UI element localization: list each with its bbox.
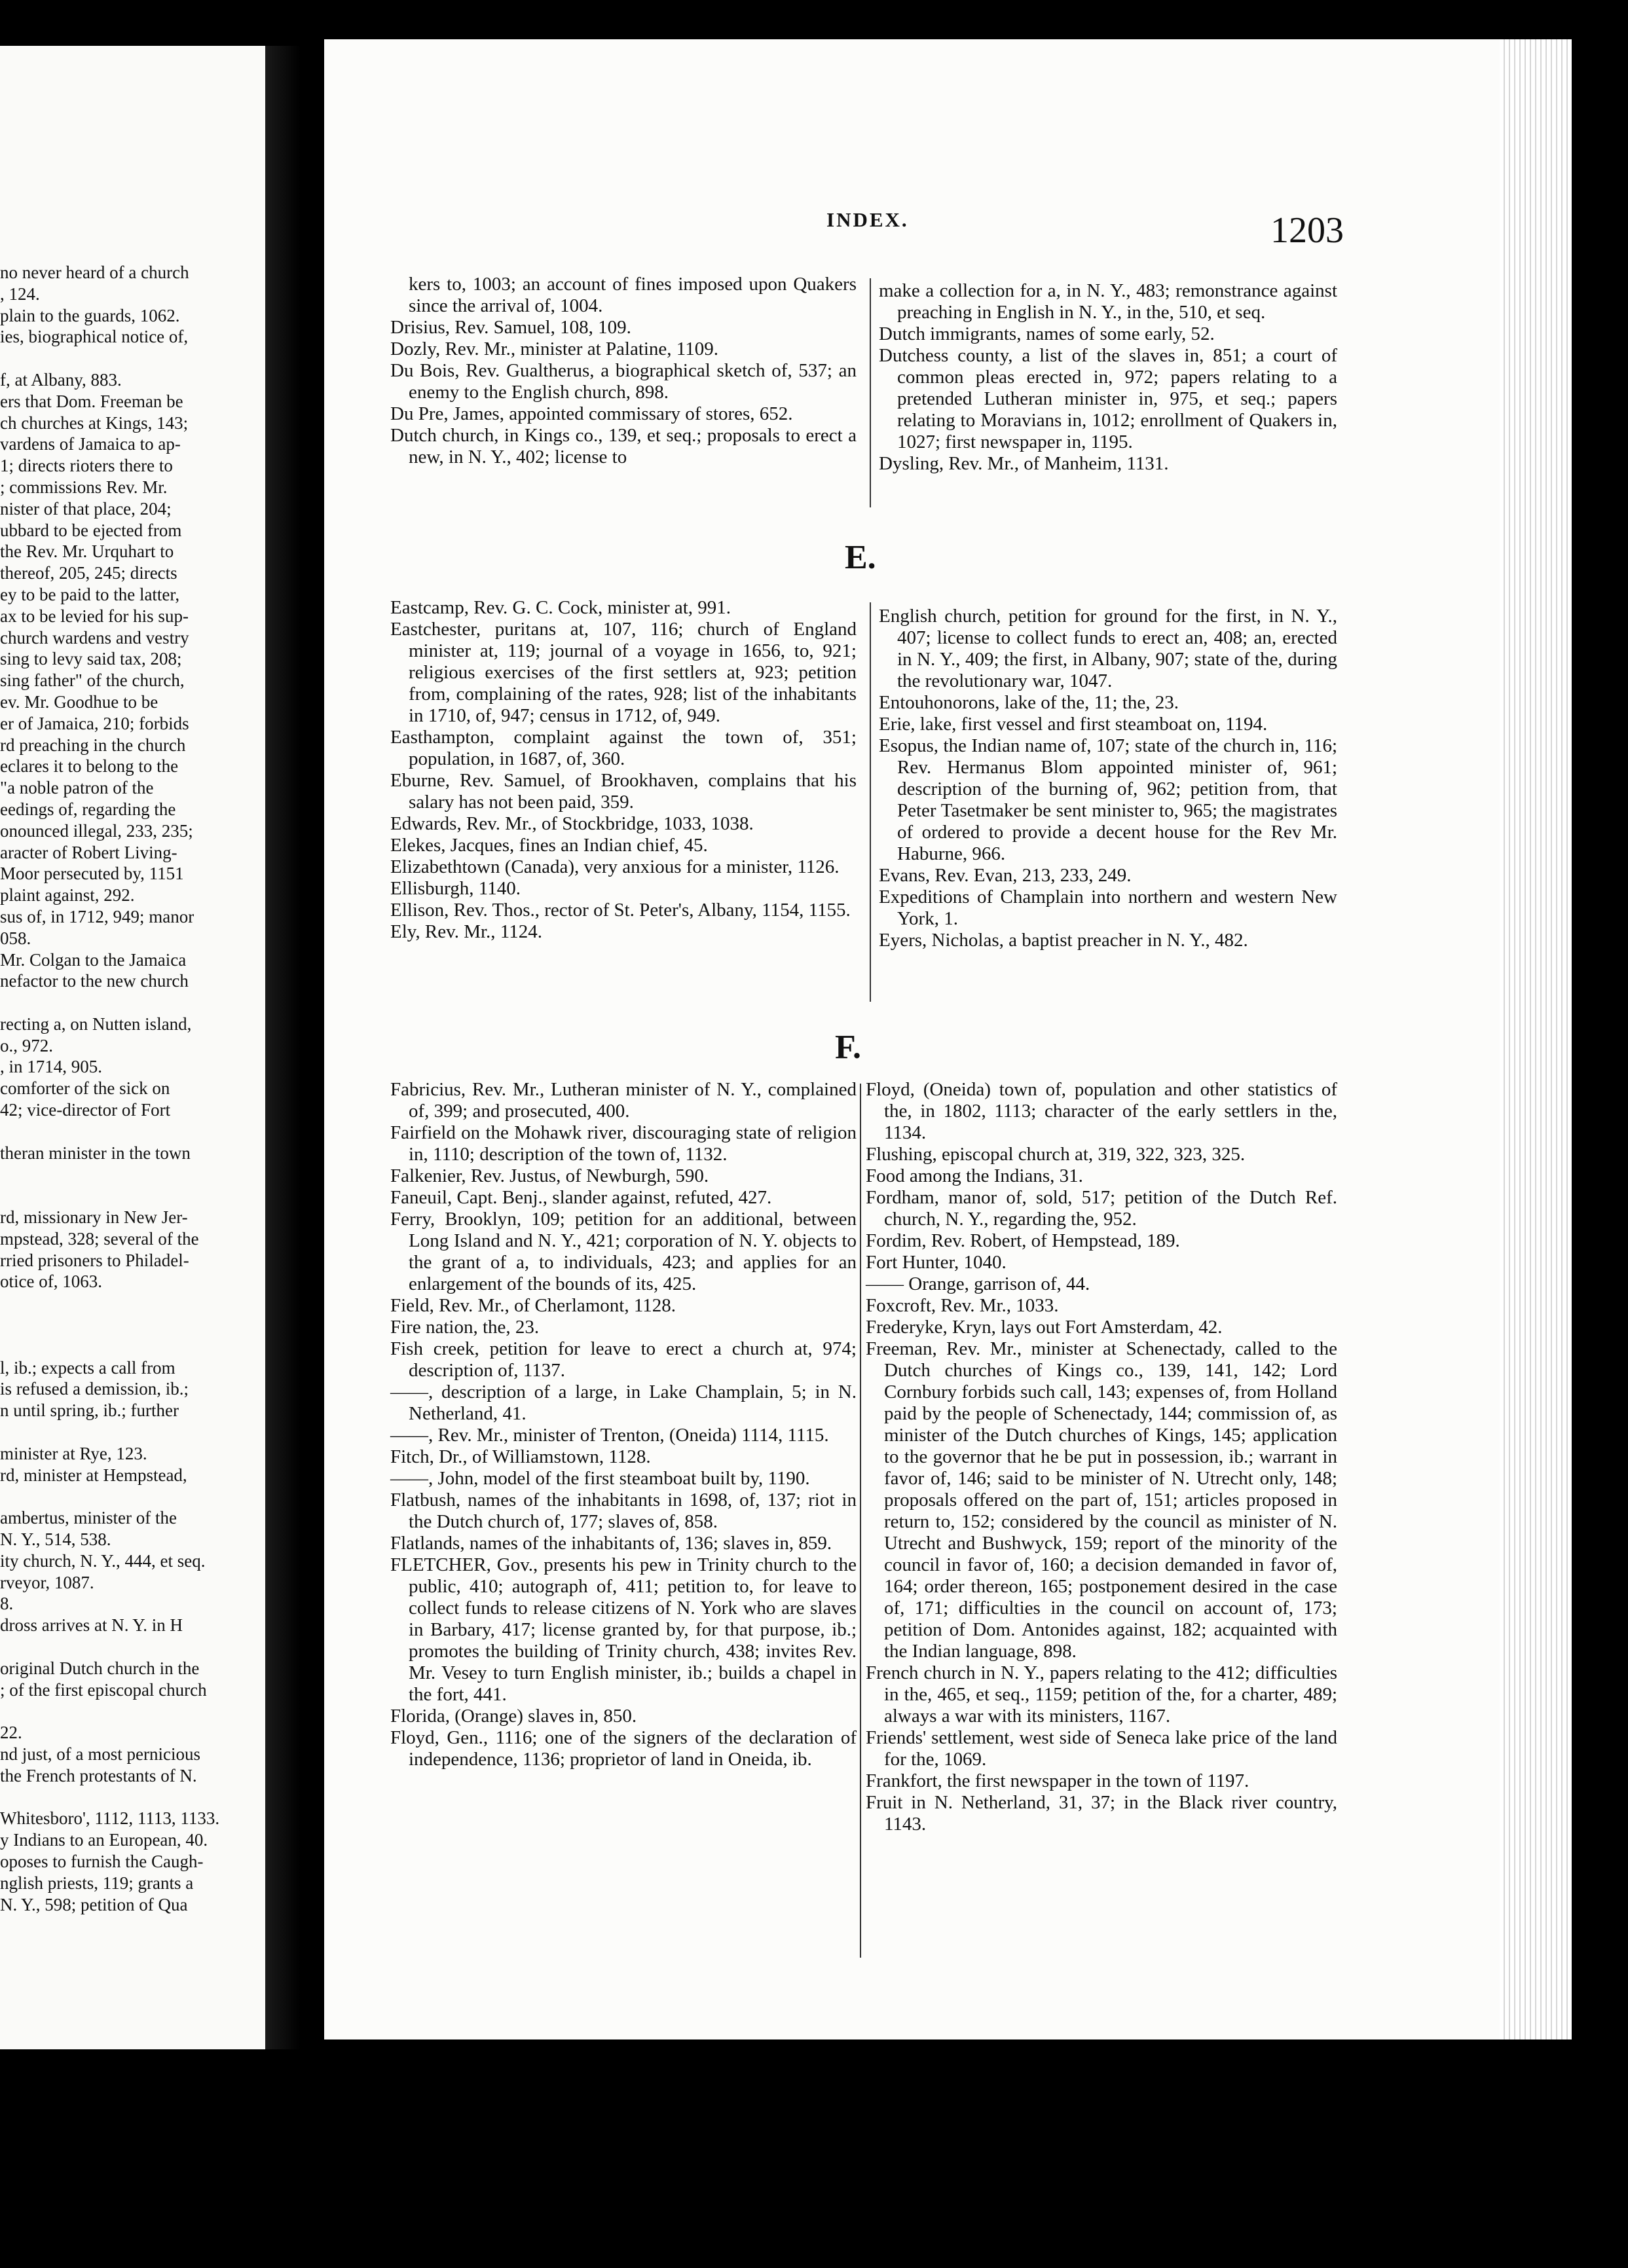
left-page-line: f, at Albany, 883. xyxy=(0,369,122,390)
index-entry: Ely, Rev. Mr., 1124. xyxy=(390,921,542,942)
index-entry: Frederyke, Kryn, lays out Fort Amsterdam, 42. xyxy=(866,1317,1223,1338)
left-page-line xyxy=(0,1486,265,1507)
index-entry: Fairfield on the Mohawk river, discouraging state of religion in, 1110; description of the town of, 1132. xyxy=(390,1122,857,1165)
left-page-line xyxy=(0,1421,265,1443)
index-entry: Evans, Rev. Evan, 213, 233, 249. xyxy=(879,865,1132,886)
index-entry: Dutch immigrants, names of some early, 52. xyxy=(879,323,1215,344)
index-entry: Edwards, Rev. Mr., of Stockbridge, 1033, 1038. xyxy=(390,813,754,834)
index-entry: Flatbush, names of the inhabitants in 1698, of, 137; riot in the Dutch church of, 177; slaves of, 858. xyxy=(390,1490,857,1532)
left-page-line: 42; vice-director of Fort xyxy=(0,1100,171,1120)
left-page-line: nefactor to the new church xyxy=(0,971,189,991)
index-entry: Ferry, Brooklyn, 109; petition for an additional, between Long Island and N. Y., 421; corporation of N. Y. objects to the grant of a, to individuals, 423; and applies for an enlargement of the bounds of its, 425. xyxy=(390,1209,857,1294)
index-entry: Ellison, Rev. Thos., rector of St. Peter's, Albany, 1154, 1155. xyxy=(390,900,851,921)
left-page-line: dross arrives at N. Y. in H xyxy=(0,1615,183,1636)
index-entry: Fire nation, the, 23. xyxy=(390,1317,540,1338)
page-header-title: INDEX. xyxy=(826,208,909,231)
index-entry: Floyd, Gen., 1116; one of the signers of the declaration of independence, 1136; proprietor of land in Oneida, ib. xyxy=(390,1727,857,1770)
left-page-line: thereof, 205, 245; directs xyxy=(0,563,177,583)
page-edges xyxy=(1500,39,1572,2039)
index-entry: Freeman, Rev. Mr., minister at Schenectady, called to the Dutch churches of Kings co., 139, 141, 142; Lord Cornbury forbids such call, 143; expenses of, from Holland paid by the people of Schenectady, 144; commission of, as minister of the Dutch churches of Kings, 145; application to the governor that he be put in possession, ib.; warrant in favor of, 146; said to be minister of N. Utrecht only, 148; proposals offered on the part of, 151; articles proposed in return to, 152; considered by the council as minister of N. Utrecht and Bushwyck, 159; report of the minority of the council in favor of, 160; a decision demanded in favor of, 164; order thereon, 165; postponement desired in the case of, 171; difficulties in the council on account of, 173; petition of Dom. Antonides against, 182; acquainted with the Indian language, 898. xyxy=(866,1338,1337,1662)
index-entry: Esopus, the Indian name of, 107; state of the church in, 116; Rev. Hermanus Blom appointed minister of, 961; description of the burning of, 962; petition from, that Peter Tasetmaker be sent minister to, 965; the magistrates of ordered to provide a decent house for the Rev Mr. Haburne, 966. xyxy=(879,735,1337,864)
left-page-line: ev. Mr. Goodhue to be xyxy=(0,691,158,712)
left-page-line: aracter of Robert Living- xyxy=(0,842,177,862)
left-page-line: original Dutch church in the xyxy=(0,1658,200,1678)
left-page-line: the French protestants of N. xyxy=(0,1765,197,1785)
index-entry: Fordham, manor of, sold, 517; petition of the Dutch Ref. church, N. Y., regarding the, 952. xyxy=(866,1187,1337,1230)
index-entry: Fruit in N. Netherland, 31, 37; in the Black river country, 1143. xyxy=(866,1792,1337,1835)
left-page-line: minister at Rye, 123. xyxy=(0,1443,147,1463)
index-entry: Frankfort, the first newspaper in the town of 1197. xyxy=(866,1770,1249,1791)
section-letter-f: F. xyxy=(835,1029,861,1066)
left-page-line: sus of, in 1712, 949; manor xyxy=(0,906,194,926)
f-left-column xyxy=(390,1079,857,1770)
index-entry: kers to, 1003; an account of fines imposed upon Quakers since the arrival of, 1004. xyxy=(409,274,857,316)
index-entry: Easthampton, complaint against the town of, 351; population, in 1687, of, 360. xyxy=(390,727,857,769)
index-entry: Elizabethtown (Canada), very anxious for a minister, 1126. xyxy=(390,856,840,877)
left-page-line: theran minister in the town xyxy=(0,1143,191,1163)
index-entry: French church in N. Y., papers relating to the 412; difficulties in the, 465, et seq., 1159; petition of the, for a charter, 489; always a war with its ministers, 1167. xyxy=(866,1662,1337,1727)
left-page-line: is refused a demission, ib.; xyxy=(0,1379,189,1399)
book-spine xyxy=(265,46,324,2049)
left-page-line: Whitesboro', 1112, 1113, 1133. xyxy=(0,1808,220,1829)
index-entry: Dozly, Rev. Mr., minister at Palatine, 1109. xyxy=(390,338,718,359)
e-left-column xyxy=(390,597,857,943)
left-page-line xyxy=(0,1185,265,1207)
index-entry: Florida, (Orange) slaves in, 850. xyxy=(390,1706,637,1727)
index-entry: English church, petition for ground for the first, in N. Y., 407; license to collect funds to erect an, 408; an, erected in N. Y., 409; the first, in Albany, 907; state of the, during the revolutionary war, 1047. xyxy=(879,606,1337,691)
index-entry: Eastcamp, Rev. G. C. Cock, minister at, 991. xyxy=(390,597,731,618)
column-divider xyxy=(870,602,871,1002)
left-page-line: , 124. xyxy=(0,284,40,304)
left-page-line: nd just, of a most pernicious xyxy=(0,1744,200,1764)
left-page-line: sing to levy said tax, 208; xyxy=(0,649,182,669)
left-page xyxy=(0,46,265,2049)
left-page-line: o., 972. xyxy=(0,1035,53,1055)
left-page-line xyxy=(0,1292,265,1314)
left-page-line: mpstead, 328; several of the xyxy=(0,1228,199,1249)
section-letter-e: E. xyxy=(845,539,876,576)
index-entry: Ellisburgh, 1140. xyxy=(390,878,521,899)
index-entry: Elekes, Jacques, fines an Indian chief, 45. xyxy=(390,835,708,856)
index-entry: FLETCHER, Gov., presents his pew in Trinity church to the public, 410; autograph of, 411; petition to, for leave to collect funds to release citizens of N. York who are slaves in Barbary, 417; license granted by, for that purpose, ib.; promotes the building of Trinity church, 438; invites Rev. Mr. Vesey to turn English minister, ib.; builds a chapel in the fort, 441. xyxy=(390,1554,857,1705)
left-page-fragments xyxy=(0,262,265,1915)
left-page-line xyxy=(0,1121,265,1143)
left-page-line: rd preaching in the church xyxy=(0,735,186,755)
index-entry: Expeditions of Champlain into northern and western New York, 1. xyxy=(879,887,1337,929)
left-page-line: church wardens and vestry xyxy=(0,627,189,648)
left-page-line: rd, minister at Hempstead, xyxy=(0,1465,187,1485)
index-entry: Dutch church, in Kings co., 139, et seq.; proposals to erect a new, in N. Y., 402; license to xyxy=(390,425,857,467)
left-page-line: eclares it to belong to the xyxy=(0,756,179,777)
index-entry: Dutchess county, a list of the slaves in, 851; a court of common pleas erected in, 972; papers relating to a pretended Lutheran minister in, 975, et seq.; papers relating to Moravians in, 1012; enrollment of Quakers in, 1027; first newspaper in, 1195. xyxy=(879,345,1337,452)
index-entry: Field, Rev. Mr., of Cherlamont, 1128. xyxy=(390,1295,676,1316)
left-page-line: no never heard of a church xyxy=(0,263,189,282)
left-page-line: ies, biographical notice of, xyxy=(0,327,189,347)
left-page-line: Moor persecuted by, 1151 xyxy=(0,864,184,884)
left-page-line: onounced illegal, 233, 235; xyxy=(0,820,193,841)
left-page-line: ers that Dom. Freeman be xyxy=(0,391,183,411)
left-page-line: otice of, 1063. xyxy=(0,1271,102,1292)
left-page-line: ey to be paid to the latter, xyxy=(0,584,180,604)
left-page-line: l, ib.; expects a call from xyxy=(0,1357,176,1378)
left-page-line xyxy=(0,1636,265,1658)
left-page-line: n until spring, ib.; further xyxy=(0,1400,179,1421)
left-page-line xyxy=(0,1336,265,1357)
index-entry: ——, description of a large, in Lake Champlain, 5; in N. Netherland, 41. xyxy=(390,1381,857,1424)
left-page-line: , in 1714, 905. xyxy=(0,1057,103,1077)
left-page-line: N. Y., 598; petition of Qua xyxy=(0,1894,188,1914)
index-entry: Fitch, Dr., of Williamstown, 1128. xyxy=(390,1446,651,1467)
index-entry: Eyers, Nicholas, a baptist preacher in N. Y., 482. xyxy=(879,930,1248,951)
left-page-line xyxy=(0,1314,265,1336)
index-entry: Faneuil, Capt. Benj., slander against, refuted, 427. xyxy=(390,1187,772,1208)
left-page-line: "a noble patron of the xyxy=(0,778,154,798)
left-page-line: 1; directs rioters there to xyxy=(0,456,173,476)
left-page-line: ity church, N. Y., 444, et seq. xyxy=(0,1550,206,1571)
index-entry: Friends' settlement, west side of Seneca lake price of the land for the, 1069. xyxy=(866,1727,1337,1770)
left-page-line xyxy=(0,1787,265,1808)
left-page-line: vardens of Jamaica to ap- xyxy=(0,434,181,454)
left-page-line: recting a, on Nutten island, xyxy=(0,1014,192,1034)
left-page-line: oposes to furnish the Caugh- xyxy=(0,1851,204,1871)
index-entry: Flushing, episcopal church at, 319, 322, 323, 325. xyxy=(866,1144,1246,1165)
index-entry: Eastchester, puritans at, 107, 116; church of England minister at, 119; journal of a voyage in 1656, to, 921; religious exercises of the first settlers at, 923; petition from, complaining of the rates, 928; list of the inhabitants in 1710, of, 947; census in 1712, of, 949. xyxy=(390,619,857,726)
left-page-line: ; of the first episcopal church xyxy=(0,1679,207,1700)
left-page-line: N. Y., 514, 538. xyxy=(0,1529,111,1550)
left-page-line: nglish priests, 119; grants a xyxy=(0,1873,194,1893)
left-page-line: the Rev. Mr. Urquhart to xyxy=(0,541,174,562)
left-page-line: 8. xyxy=(0,1594,14,1614)
left-page-line: ubbard to be ejected from xyxy=(0,520,182,540)
index-entry: Fish creek, petition for leave to erect a church at, 974; description of, 1137. xyxy=(390,1338,857,1381)
index-entry: Drisius, Rev. Samuel, 108, 109. xyxy=(390,317,631,338)
left-page-line: rd, missionary in New Jer- xyxy=(0,1207,188,1228)
left-page-line: eedings of, regarding the xyxy=(0,799,176,819)
column-divider xyxy=(870,278,871,507)
left-page-line xyxy=(0,992,265,1014)
left-page-line xyxy=(0,1700,265,1722)
left-page-line: 22. xyxy=(0,1723,22,1743)
index-entry: Fordim, Rev. Robert, of Hempstead, 189. xyxy=(866,1230,1180,1251)
left-page-line: sing father" of the church, xyxy=(0,670,185,691)
index-entry: Erie, lake, first vessel and first steamboat on, 1194. xyxy=(879,714,1268,735)
index-entry: Entouhonorons, lake of the, 11; the, 23. xyxy=(879,692,1179,713)
left-page-line xyxy=(0,1163,265,1185)
index-entry: Du Bois, Rev. Gualtherus, a biographical sketch of, 537; an enemy to the English church, 898. xyxy=(390,360,857,403)
index-entry: Dysling, Rev. Mr., of Manheim, 1131. xyxy=(879,453,1169,474)
index-entry: ——, John, model of the first steamboat built by, 1190. xyxy=(390,1468,810,1489)
index-entry: —— Orange, garrison of, 44. xyxy=(866,1273,1090,1294)
left-page-line: nister of that place, 204; xyxy=(0,498,172,519)
d-left-column xyxy=(390,274,857,468)
left-page-line: ax to be levied for his sup- xyxy=(0,606,189,626)
left-page-line: ch churches at Kings, 143; xyxy=(0,412,189,433)
d-right-column xyxy=(879,280,1337,475)
index-entry: Falkenier, Rev. Justus, of Newburgh, 590. xyxy=(390,1165,709,1186)
f-right-column xyxy=(866,1079,1337,1835)
index-entry: Food among the Indians, 31. xyxy=(866,1165,1083,1186)
index-entry: Floyd, (Oneida) town of, population and other statistics of the, in 1802, 1113; character of the early settlers in the, 1134. xyxy=(866,1079,1337,1143)
left-page-line: rveyor, 1087. xyxy=(0,1572,94,1592)
left-page-line: 058. xyxy=(0,928,31,948)
left-page-line: y Indians to an European, 40. xyxy=(0,1830,208,1850)
index-entry: make a collection for a, in N. Y., 483; remonstrance against preaching in English in N. Y., in the, 510, et seq. xyxy=(879,280,1337,323)
left-page-line: Mr. Colgan to the Jamaica xyxy=(0,949,187,970)
left-page-line xyxy=(0,348,265,369)
index-entry: Fabricius, Rev. Mr., Lutheran minister of N. Y., complained of, 399; and prosecuted, 400. xyxy=(390,1079,857,1122)
index-entry: Flatlands, names of the inhabitants of, 136; slaves in, 859. xyxy=(390,1533,832,1554)
index-entry: ——, Rev. Mr., minister of Trenton, (Oneida) 1114, 1115. xyxy=(390,1425,829,1446)
left-page-line: er of Jamaica, 210; forbids xyxy=(0,713,189,733)
page-number: 1203 xyxy=(1270,210,1344,251)
index-entry: Foxcroft, Rev. Mr., 1033. xyxy=(866,1295,1059,1316)
index-entry: Du Pre, James, appointed commissary of stores, 652. xyxy=(390,403,793,424)
column-divider xyxy=(860,1084,861,1958)
left-page-line: plaint against, 292. xyxy=(0,885,135,905)
left-page-line: ambertus, minister of the xyxy=(0,1508,177,1528)
left-page-line: ; commissions Rev. Mr. xyxy=(0,477,168,497)
e-right-column xyxy=(879,606,1337,951)
left-page-line: rried prisoners to Philadel- xyxy=(0,1250,189,1270)
index-entry: Fort Hunter, 1040. xyxy=(866,1252,1007,1273)
left-page-line: plain to the guards, 1062. xyxy=(0,305,180,325)
left-page-line: comforter of the sick on xyxy=(0,1078,170,1099)
index-entry: Eburne, Rev. Samuel, of Brookhaven, complains that his salary has not been paid, 359. xyxy=(390,770,857,813)
